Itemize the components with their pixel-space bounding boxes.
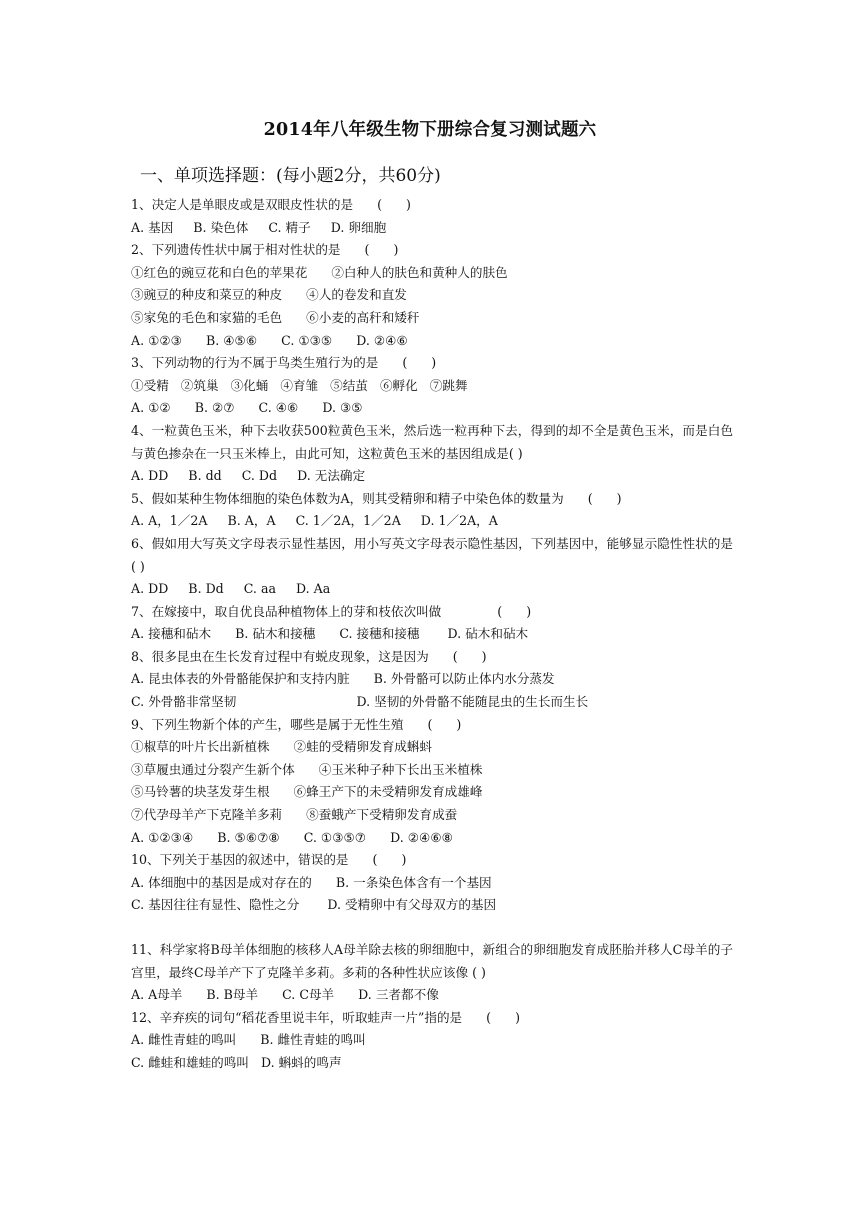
- q7-options: A. 接穗和砧木 B. 砧木和接穗 C. 接穗和接穗 D. 砧木和砧木: [131, 626, 529, 642]
- q12-options: A. 雌性青蛙的鸣叫 B. 雌性青蛙的鸣叫: [131, 1032, 366, 1048]
- q1-options: A. 基因 B. 染色体 C. 精子 D. 卵细胞: [131, 219, 387, 235]
- q3-item: ①受精 ②筑巢 ③化蛹 ④育雏 ⑤结茧 ⑥孵化 ⑦跳舞: [131, 377, 468, 393]
- q8-options: C. 外骨骼非常坚韧 D. 坚韧的外骨骼不能随昆虫的生长而生长: [131, 694, 589, 710]
- section-heading: 一、单项选择题：(每小题2分，共60分): [140, 166, 441, 186]
- q8-options: A. 昆虫体表的外骨骼能保护和支持内脏 B. 外骨骼可以防止体内水分蒸发: [131, 671, 555, 687]
- q11-options: A. A母羊 B. B母羊 C. C母羊 D. 三者都不像: [131, 987, 439, 1003]
- blank-gap: [131, 917, 733, 939]
- q5-stem: 5、假如某种生物体细胞的染色体数为A，则其受精卵和精子中染色体的数量为 ( ): [131, 490, 622, 506]
- q2-item: ①红色的豌豆花和白色的苹果花 ②白种人的肤色和黄种人的肤色: [131, 264, 508, 280]
- q10-options: A. 体细胞中的基因是成对存在的 B. 一条染色体含有一个基因: [131, 874, 492, 890]
- q3-options: A. ①② B. ②⑦ C. ④⑥ D. ③⑤: [131, 400, 363, 416]
- question-body: [131, 194, 733, 1075]
- q9-item: ⑦代孕母羊产下克隆羊多莉 ⑧蚕蛾产下受精卵发育成蚕: [131, 807, 458, 823]
- q12-stem: 12、辛弃疾的词句“稻花香里说丰年，听取蛙声一片”指的是 ( ): [131, 1009, 521, 1025]
- q9-stem: 9、下列生物新个体的产生，哪些是属于无性生殖 ( ): [131, 716, 462, 732]
- q1-stem: 1、决定人是单眼皮或是双眼皮性状的是 ( ): [131, 197, 411, 212]
- q10-stem: 10、下列关于基因的叙述中，错误的是 ( ): [131, 852, 407, 868]
- q2-stem: 2、下列遗传性状中属于相对性状的是 ( ): [131, 242, 399, 258]
- q6-stem: 6、假如用大写英文字母表示显性基因，用小写英文字母表示隐性基因，下列基因中，能够显示隐性性状的是 ( ): [131, 535, 733, 574]
- q5-options: A. A，1／2A B. A，A C. 1／2A，1／2A D. 1／2A，A: [131, 513, 498, 529]
- q10-options: C. 基因往往有显性、隐性之分 D. 受精卵中有父母双方的基因: [131, 897, 497, 913]
- q2-options: A. ①②③ B. ④⑤⑥ C. ①③⑤ D. ②④⑥: [131, 332, 408, 348]
- page-title: 2014年八年级生物下册综合复习测试题六: [263, 120, 597, 140]
- q11-stem: 11、科学家将B母羊体细胞的核移人A母羊除去核的卵细胞中，新组合的卵细胞发育成胚胎并移人C母羊的子宫里，最终C母羊产下了克隆羊多莉。多莉的各种性状应该像 ( ): [131, 942, 733, 980]
- q4-options: A. DD B. dd C. Dd D. 无法确定: [131, 468, 366, 484]
- q2-item: ⑤家兔的毛色和家猫的毛色 ⑥小麦的高秆和矮秆: [131, 309, 420, 325]
- q9-item: ⑤马铃薯的块茎发芽生根 ⑥蜂王产下的未受精卵发育成雄峰: [131, 784, 483, 800]
- q6-options: A. DD B. Dd C. aa D. Aa: [131, 581, 331, 597]
- q3-stem: 3、下列动物的行为不属于鸟类生殖行为的是 ( ): [131, 355, 437, 371]
- q9-item: ③草履虫通过分裂产生新个体 ④玉米种子种下长出玉米植株: [131, 761, 483, 777]
- q12-options: C. 雌蛙和雄蛙的鸣叫 D. 蝌蚪的鸣声: [131, 1054, 342, 1070]
- q7-stem: 7、在嫁接中，取自优良品种植物体上的芽和枝依次叫做 ( ): [131, 603, 532, 619]
- q4-stem: 4、一粒黄色玉米，种下去收获500粒黄色玉米，然后选一粒再种下去，得到的却不全是黄色玉米，而是白色与黄色掺杂在一只玉米棒上，由此可知，这粒黄色玉米的基因组成是( ): [131, 422, 733, 461]
- q9-options: A. ①②③④ B. ⑤⑥⑦⑧ C. ①③⑤⑦ D. ②④⑥⑧: [131, 829, 453, 845]
- q2-item: ③豌豆的种皮和菜豆的种皮 ④人的卷发和直发: [131, 287, 407, 303]
- q9-item: ①椒草的叶片长出新植株 ②蛙的受精卵发育成蝌蚪: [131, 739, 433, 755]
- q8-stem: 8、很多昆虫在生长发育过程中有蜕皮现象，这是因为 ( ): [131, 648, 487, 664]
